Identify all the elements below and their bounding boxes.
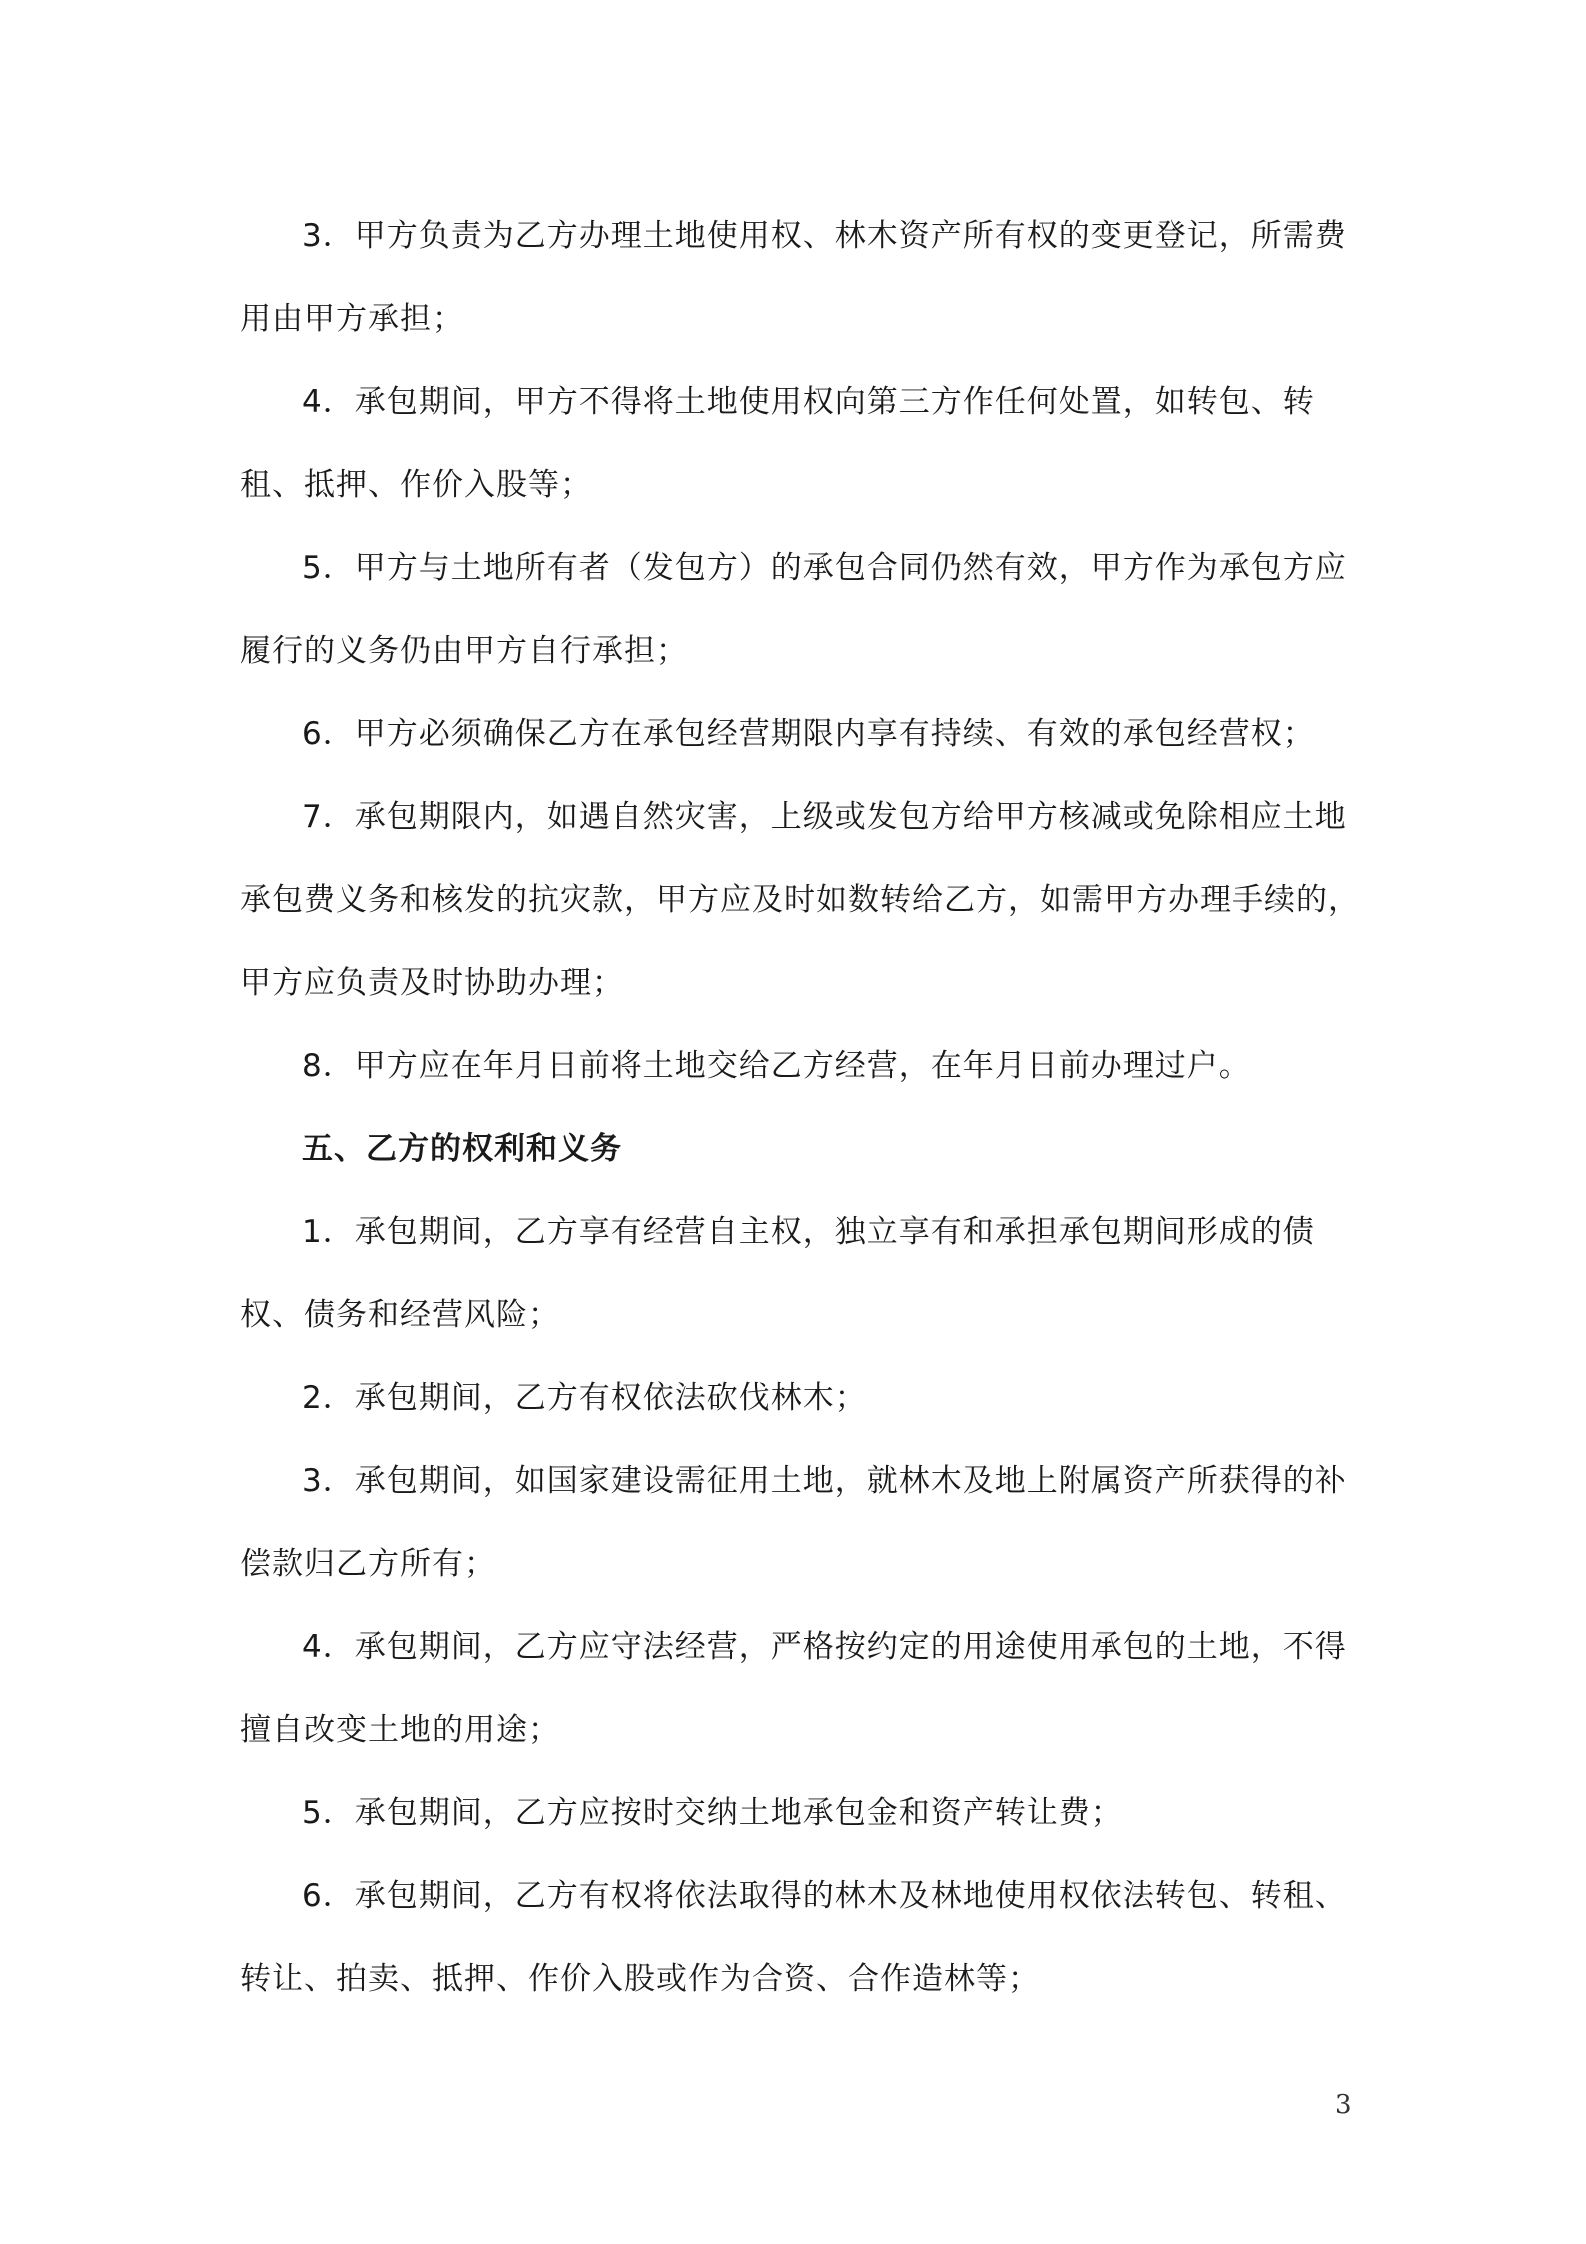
clause-paragraph: 5．承包期间，乙方应按时交纳土地承包金和资产转让费； (302, 1795, 1123, 1831)
clause-paragraph: 8．甲方应在年月日前将土地交给乙方经营，在年月日前办理过户。 (302, 1048, 1251, 1084)
clause-paragraph: 5．甲方与土地所有者（发包方）的承包合同仍然有效，甲方作为承包方应履行的义务仍由甲方自行承担； (240, 550, 1347, 669)
clause-paragraph: 4．承包期间，甲方不得将土地使用权向第三方作任何处置，如转包、转租、抵押、作价入股等； (240, 384, 1315, 503)
clause-paragraph: 6．甲方必须确保乙方在承包经营期限内享有持续、有效的承包经营权； (302, 716, 1315, 752)
clause-paragraph: 4．承包期间，乙方应守法经营，严格按约定的用途使用承包的土地，不得擅自改变土地的用途； (240, 1629, 1347, 1748)
clause-paragraph: 3．甲方负责为乙方办理土地使用权、林木资产所有权的变更登记，所需费用由甲方承担； (240, 218, 1347, 337)
clause-paragraph: 3．承包期间，如国家建设需征用土地，就林木及地上附属资产所获得的补偿款归乙方所有； (240, 1463, 1347, 1582)
clause-paragraph: 7．承包期限内，如遇自然灾害，上级或发包方给甲方核减或免除相应土地承包费义务和核发的抗灾款，甲方应及时如数转给乙方，如需甲方办理手续的，甲方应负责及时协助办理； (240, 799, 1360, 1001)
section-heading: 五、乙方的权利和义务 (302, 1131, 622, 1167)
page-number: 3 (1335, 2090, 1352, 2120)
clause-paragraph: 6．承包期间，乙方有权将依法取得的林木及林地使用权依法转包、转租、转让、拍卖、抵押、作价入股或作为合资、合作造林等； (240, 1878, 1347, 1997)
document-body (240, 195, 1370, 2021)
clause-paragraph: 2．承包期间，乙方有权依法砍伐林木； (302, 1380, 867, 1416)
clause-paragraph: 1．承包期间，乙方享有经营自主权，独立享有和承担承包期间形成的债权、债务和经营风险； (240, 1214, 1315, 1333)
